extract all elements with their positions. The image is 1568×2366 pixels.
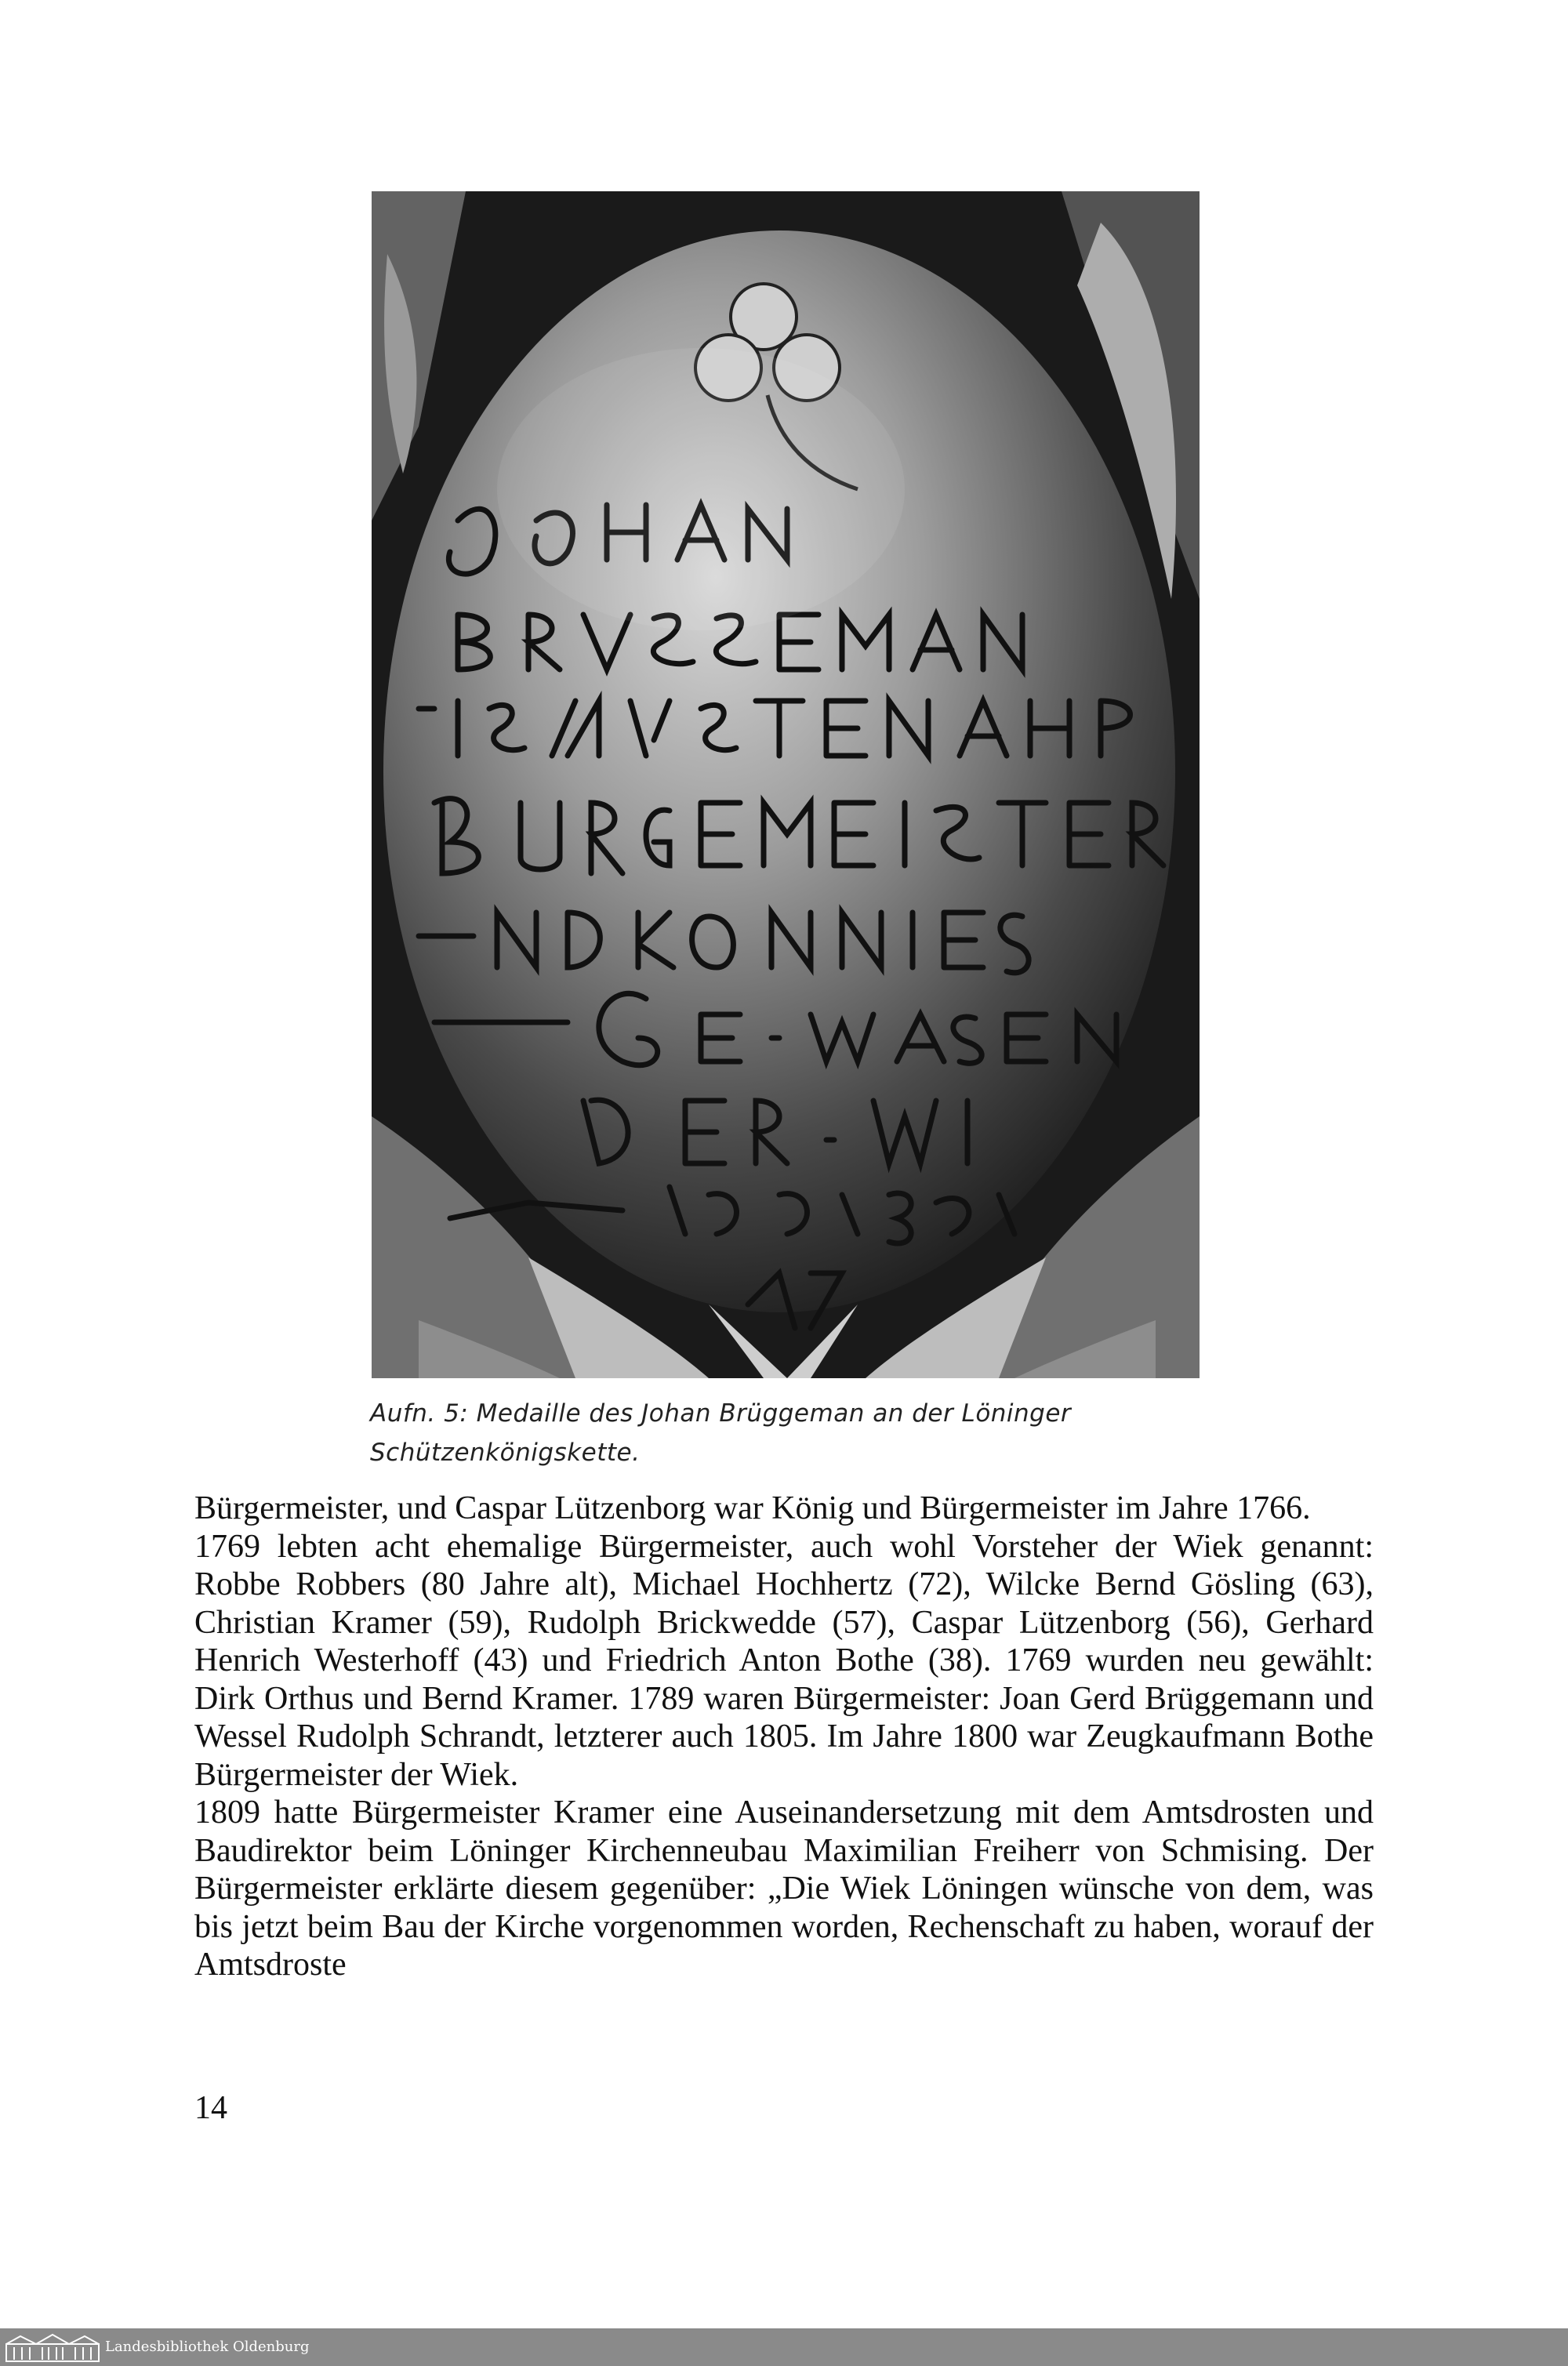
figure-caption [370,1394,1209,1472]
library-footer [0,2328,1568,2366]
caption-line-2: Schützenkönigskette. [370,1439,641,1467]
caption-line-1: Aufn. 5: Medaille des Johan Brüggeman an der Löninger [370,1399,1072,1428]
library-name: Landesbibliothek Oldenburg [105,2339,310,2355]
medallion-illustration [372,191,1200,1378]
paragraph-2: 1769 lebten acht ehemalige Bürgermeister, auch wohl Vorsteher der Wiek genannt: Robbe Robbers (80 Jahre alt), Michael Hochhertz (72), Wilcke Bernd Gösling (63), Christian Kramer (59), Rudolph Brickwedde (57), Caspar Lützenborg (56), Gerhard Henrich Westerhoff (43) und Friedrich Anton Bothe (38). 1769 wurden neu gewählt: Dirk Orthus und Bernd Kramer. 1789 waren Bürgermeister: Joan Gerd Brüggemann und Wessel Rudolph Schrandt, letzterer auch 1805. Im Jahre 1800 war Zeugkaufmann Bothe Bürgermeister der Wiek. [194,1528,1374,1793]
body-text [194,1490,1374,1984]
medallion-photograph [372,191,1200,1378]
paragraph-3: 1809 hatte Bürgermeister Kramer eine Auseinandersetzung mit dem Amtsdrosten und Baudirektor beim Löninger Kirchenneubau Maximilian Freiherr von Schmising. Der Bürgermeister erklärte diesem gegenüber: „Die Wiek Löningen wünsche von dem, was bis jetzt beim Bau der Kirche vorgenommen worden, Rechenschaft zu haben, worauf der Amtsdroste [194,1794,1374,1983]
library-building-icon [5,2332,100,2363]
paragraph-1: Bürgermeister, und Caspar Lützenborg war König und Bürgermeister im Jahre 1766. [194,1490,1311,1526]
page-number: 14 [194,2090,227,2126]
